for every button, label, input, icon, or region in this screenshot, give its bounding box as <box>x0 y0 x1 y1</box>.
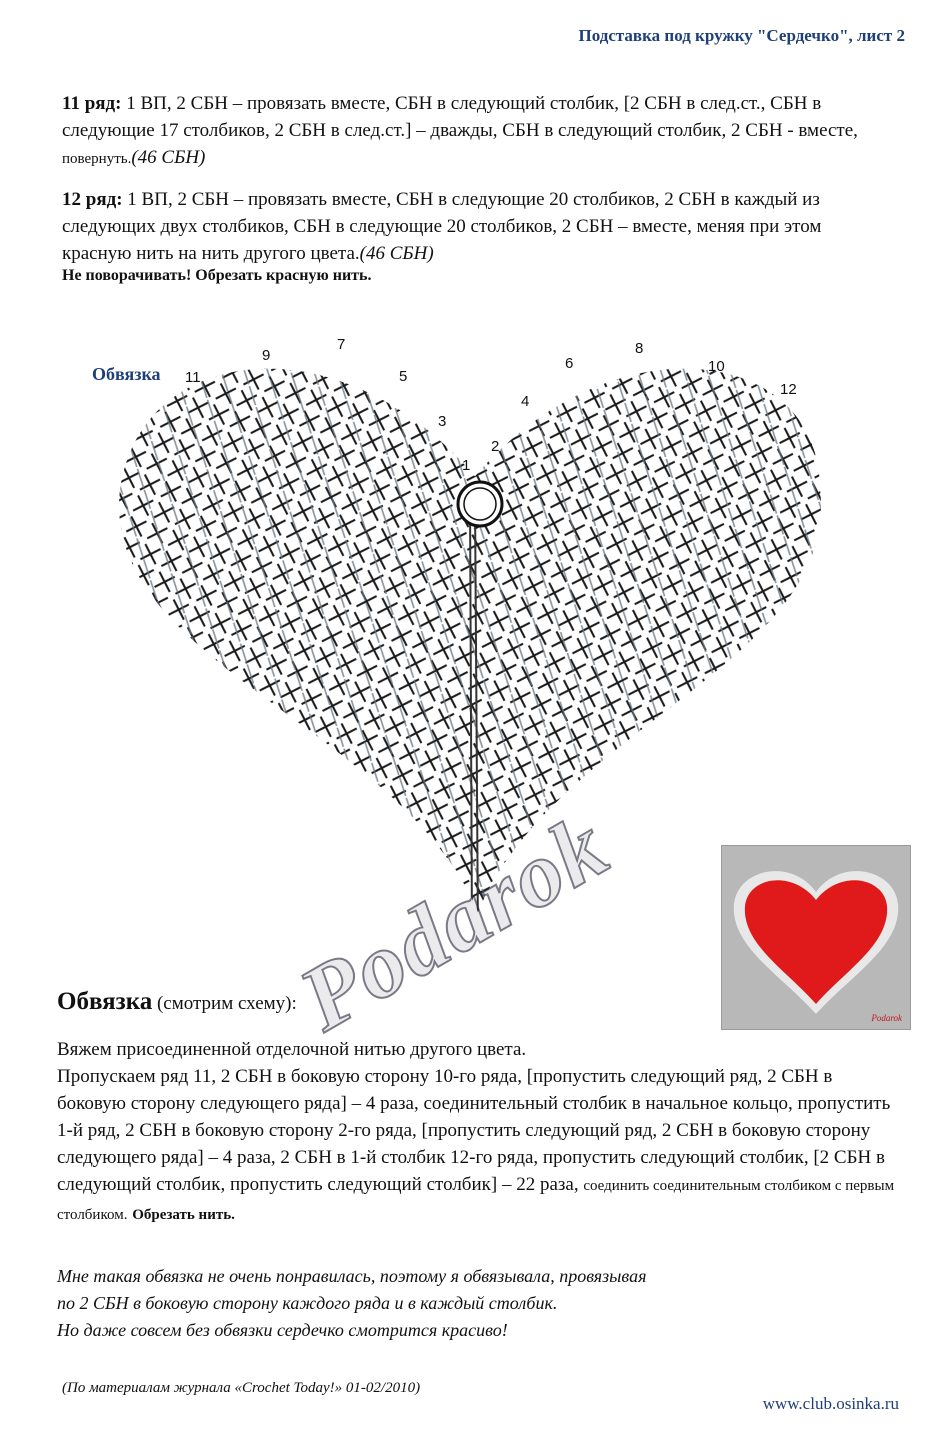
trim-subtitle: (смотрим схему): <box>152 993 297 1014</box>
row-number-3: 3 <box>438 413 447 430</box>
row-number-1: 1 <box>462 457 471 474</box>
row-number-4: 4 <box>521 393 530 410</box>
heart-photo <box>721 845 911 1030</box>
page-header: Подставка под кружку "Сердечко", лист 2 <box>578 26 905 45</box>
trim-main-text: Пропускаем ряд 11, 2 СБН в боковую сторону 10-го ряда, [пропустить следующий ряд, 2 СБН в боковую сторону следующего ряда] – 4 раза, соединительный столбик в начальное кольцо, пропустить 1-й ряд, 2 СБН в боковую сторону 2-го ряда, [пропустить следующий ряд, 2 СБН в боковую сторону следующего ряда] – 4 раза, 2 СБН в 1-й столбик 12-го ряда, пропустить следующий столбик, [2 СБН в следующий столбик, пропустить следующий столбик] – 22 раза, <box>57 1066 891 1195</box>
row-11-instruction <box>62 90 892 173</box>
trim-main-paragraph <box>57 1063 897 1229</box>
trim-line-1: Вяжем присоединенной отделочной нитью другого цвета. <box>57 1039 527 1060</box>
trim-instructions <box>57 1036 897 1229</box>
note-line-3: Но даже совсем без обвязки сердечко смотрится красиво! <box>57 1320 508 1340</box>
trim-cut-text: Обрезать нить. <box>132 1207 235 1223</box>
row-number-2: 2 <box>491 438 500 455</box>
row-12-label: 12 ряд: <box>62 189 123 210</box>
warning-text: Не поворачивать! Обрезать красную нить. <box>62 267 372 284</box>
row-12-text: 1 ВП, 2 СБН – провязать вместе, СБН в следующие 20 столбиков, 2 СБН в каждый из следующих двух столбиков, СБН в следующие 20 столбиков, 2 СБН – вместе, меняя при этом красную нить на нить другого цвета. <box>62 189 822 264</box>
diagram-label: Обвязка <box>92 364 161 384</box>
row-11-turn: повернуть. <box>62 151 132 167</box>
watermark: Podarok <box>283 793 625 1051</box>
row-11-text: 1 ВП, 2 СБН – провязать вместе, СБН в следующий столбик, [2 СБН в след.ст., СБН в следующие 17 столбиков, 2 СБН в след.ст.] – дважды, СБН в следующий столбик, 2 СБН - вместе, <box>62 93 858 141</box>
site-link[interactable]: www.club.osinka.ru <box>762 1394 899 1413</box>
row-12-instruction <box>62 186 892 267</box>
row-number-9: 9 <box>262 347 271 364</box>
source-credit: (По материалам журнала «Crochet Today!» 01-02/2010) <box>62 1380 421 1396</box>
row-number-12: 12 <box>780 381 797 398</box>
row-number-5: 5 <box>399 368 408 385</box>
row-number-11: 11 <box>185 369 201 386</box>
row-12-count: (46 СБН) <box>359 243 434 264</box>
trim-title-text: Обвязка <box>57 988 153 1015</box>
row-number-6: 6 <box>565 355 574 372</box>
row-number-8: 8 <box>635 340 644 357</box>
row-11-label: 11 ряд: <box>62 93 122 114</box>
note-line-1: Мне такая обвязка не очень понравилась, поэтому я обвязывала, провязывая <box>57 1266 647 1286</box>
row-number-7: 7 <box>337 336 346 353</box>
row-number-10: 10 <box>708 358 725 375</box>
note-line-2: по 2 СБН в боковую сторону каждого ряда и в каждый столбик. <box>57 1293 558 1313</box>
row-11-count: (46 СБН) <box>131 147 206 168</box>
heart-photo-icon <box>722 846 910 1029</box>
trim-join-text: соединить соединительным столбиком с первым столбиком. <box>57 1178 895 1223</box>
trim-title <box>57 988 297 1016</box>
photo-signature: Podarok <box>871 1013 902 1023</box>
author-note <box>57 1263 646 1344</box>
